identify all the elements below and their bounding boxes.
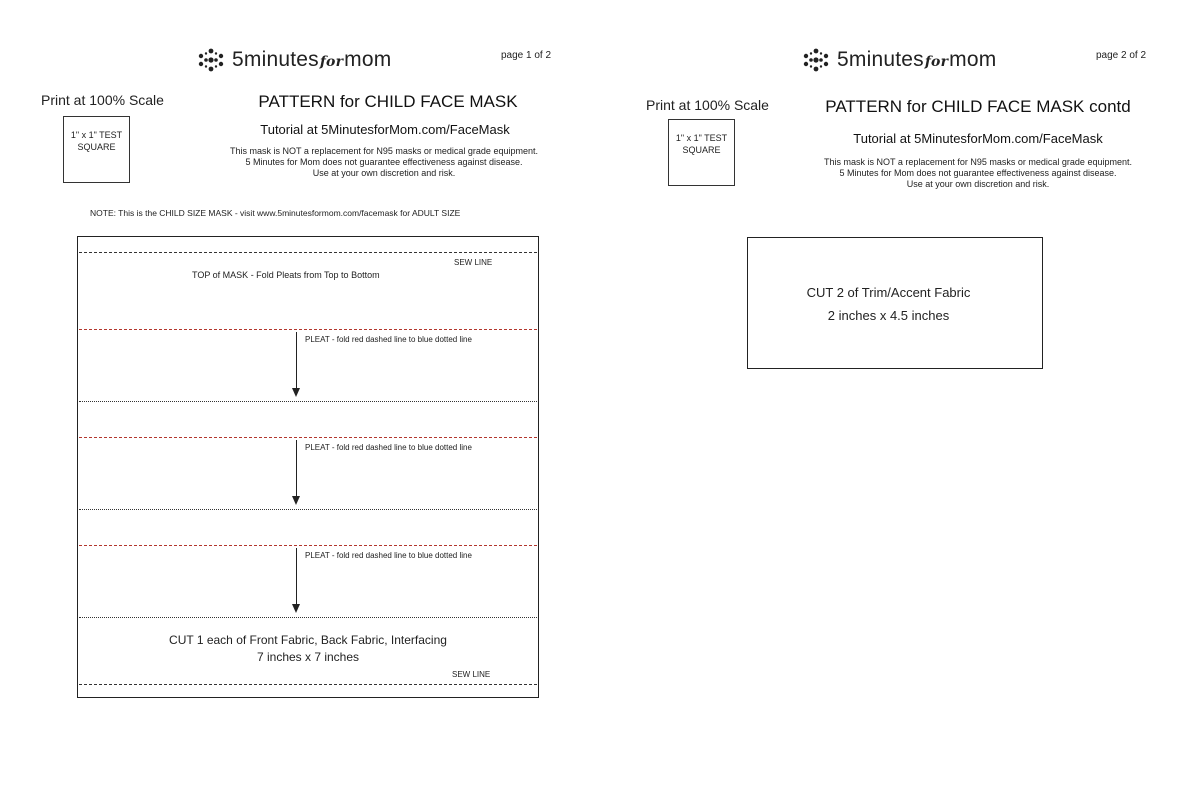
test-square-label: SQUARE [682, 145, 721, 155]
brand-logo [801, 47, 996, 73]
test-square-label: SQUARE [77, 142, 116, 152]
cut-dimensions: 7 inches x 7 inches [256, 650, 360, 664]
arrow-down-icon [296, 548, 297, 605]
test-square-label: 1" x 1" TEST [70, 130, 123, 140]
size-note: NOTE: This is the CHILD SIZE MASK - visit www.5minutesformom.com/facemask for ADULT SIZE [90, 208, 461, 218]
page-number: page 1 of 2 [501, 50, 552, 61]
disclaimer-line: This mask is NOT a replacement for N95 masks or medical grade equipment. [824, 157, 1132, 167]
snowflake-logo-icon [801, 47, 831, 73]
snowflake-logo-icon [196, 47, 226, 73]
sew-line-label: SEW LINE [454, 258, 493, 267]
logo-wordmark: 5minutesformom [837, 48, 997, 71]
disclaimer-line: 5 Minutes for Mom does not guarantee effectiveness against disease. [245, 157, 523, 167]
test-square-label: 1" x 1" TEST [675, 133, 728, 143]
page-number: page 2 of 2 [1096, 50, 1147, 61]
brand-logo [196, 47, 391, 73]
print-scale-label: Print at 100% Scale [646, 97, 769, 113]
disclaimer-line: Use at your own discretion and risk. [906, 179, 1050, 189]
tutorial-link-text: Tutorial at 5MinutesforMom.com/FaceMask [853, 131, 1103, 146]
pleat-fold-line-red [79, 437, 537, 438]
disclaimer [800, 157, 1156, 190]
disclaimer-line: Use at your own discretion and risk. [312, 168, 456, 178]
pleat-label: PLEAT - fold red dashed line to blue dotted line [305, 443, 472, 452]
mask-pattern [77, 236, 539, 698]
sew-line-bottom [79, 684, 537, 685]
arrow-down-icon [292, 496, 300, 505]
pleat-fold-line-red [79, 545, 537, 546]
pleat-label: PLEAT - fold red dashed line to blue dotted line [305, 551, 472, 560]
arrow-down-icon [292, 604, 300, 613]
test-square [63, 116, 130, 183]
sew-line-label: SEW LINE [452, 670, 491, 679]
logo-wordmark: 5minutesformom [232, 48, 392, 71]
test-square [668, 119, 735, 186]
pleat-fold-line-red [79, 329, 537, 330]
disclaimer-line: 5 Minutes for Mom does not guarantee effectiveness against disease. [839, 168, 1117, 178]
pleat-target-line-dotted [79, 401, 537, 402]
disclaimer [206, 146, 562, 179]
pleat-label: PLEAT - fold red dashed line to blue dotted line [305, 335, 472, 344]
arrow-down-icon [296, 440, 297, 497]
top-of-mask-label: TOP of MASK - Fold Pleats from Top to Bottom [192, 270, 380, 280]
trim-cut-line: CUT 2 of Trim/Accent Fabric [806, 285, 971, 300]
sew-line-top [79, 252, 537, 253]
page-title: PATTERN for CHILD FACE MASK [258, 92, 518, 111]
pleat-target-line-dotted [79, 509, 537, 510]
arrow-down-icon [292, 388, 300, 397]
disclaimer-line: This mask is NOT a replacement for N95 masks or medical grade equipment. [230, 146, 538, 156]
tutorial-link-text: Tutorial at 5MinutesforMom.com/FaceMask [260, 122, 510, 137]
page-title: PATTERN for CHILD FACE MASK contd [825, 97, 1131, 116]
pleat-target-line-dotted [79, 617, 537, 618]
trim-dimensions: 2 inches x 4.5 inches [827, 308, 950, 323]
cut-instructions [130, 632, 486, 666]
arrow-down-icon [296, 332, 297, 389]
trim-instructions [747, 281, 1030, 327]
print-scale-label: Print at 100% Scale [41, 92, 164, 108]
cut-line: CUT 1 each of Front Fabric, Back Fabric, Interfacing [169, 633, 447, 647]
